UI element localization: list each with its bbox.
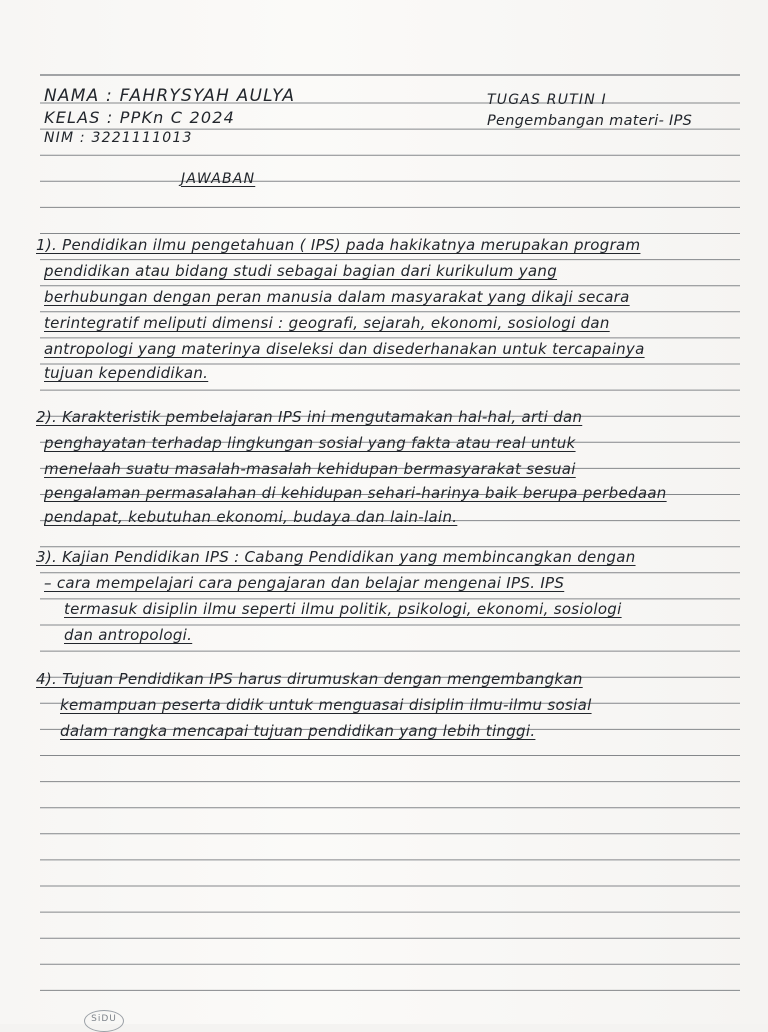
student-nim: NIM : 3221111013 bbox=[44, 130, 193, 146]
answer-line: termasuk disiplin ilmu seperti ilmu politik, psikologi, ekonomi, sosiologi bbox=[64, 600, 622, 618]
notebook-brand-text: SiDU bbox=[91, 1014, 117, 1024]
answer-line: dan antropologi. bbox=[64, 626, 193, 644]
answer-line: tujuan kependidikan. bbox=[44, 364, 209, 382]
answer-line: pendidikan atau bidang studi sebagai bagian dari kurikulum yang bbox=[44, 262, 558, 280]
answer-line: 3). Kajian Pendidikan IPS : Cabang Pendidikan yang membincangkan dengan bbox=[36, 548, 636, 566]
answer-line: 2). Karakteristik pembelajaran IPS ini mengutamakan hal-hal, arti dan bbox=[36, 408, 583, 426]
answer-line: pengalaman permasalahan di kehidupan sehari-harinya baik berupa perbedaan bbox=[44, 484, 667, 502]
answer-line: berhubungan dengan peran manusia dalam masyarakat yang dikaji secara bbox=[44, 288, 630, 306]
answer-line: terintegratif meliputi dimensi : geografi, sejarah, ekonomi, sosiologi dan bbox=[44, 314, 610, 332]
notebook-brand-mark bbox=[84, 1010, 124, 1032]
assignment-title: TUGAS RUTIN I bbox=[487, 92, 607, 108]
assignment-subject: Pengembangan materi- IPS bbox=[487, 113, 693, 129]
answer-line: dalam rangka mencapai tujuan pendidikan yang lebih tinggi. bbox=[60, 722, 536, 740]
answer-line: penghayatan terhadap lingkungan sosial yang fakta atau real untuk bbox=[44, 434, 576, 452]
answer-line: – cara mempelajari cara pengajaran dan belajar mengenai IPS. IPS bbox=[44, 574, 565, 592]
answer-line: antropologi yang materinya diseleksi dan disederhanakan untuk tercapainya bbox=[44, 340, 645, 358]
answer-line: kemampuan peserta didik untuk menguasai disiplin ilmu-ilmu sosial bbox=[60, 696, 592, 714]
answer-line: 1). Pendidikan ilmu pengetahuan ( IPS) pada hakikatnya merupakan program bbox=[36, 236, 641, 254]
student-class: KELAS : PPKn C 2024 bbox=[44, 108, 235, 127]
student-name: NAMA : FAHRYSYAH AULYA bbox=[44, 86, 296, 106]
answers-heading: JAWABAN bbox=[181, 171, 256, 187]
answer-line: 4). Tujuan Pendidikan IPS harus dirumuskan dengan mengembangkan bbox=[36, 670, 583, 688]
answer-line: pendapat, kebutuhan ekonomi, budaya dan lain-lain. bbox=[44, 508, 458, 526]
answer-line: menelaah suatu masalah-masalah kehidupan bermasyarakat sesuai bbox=[44, 460, 576, 478]
